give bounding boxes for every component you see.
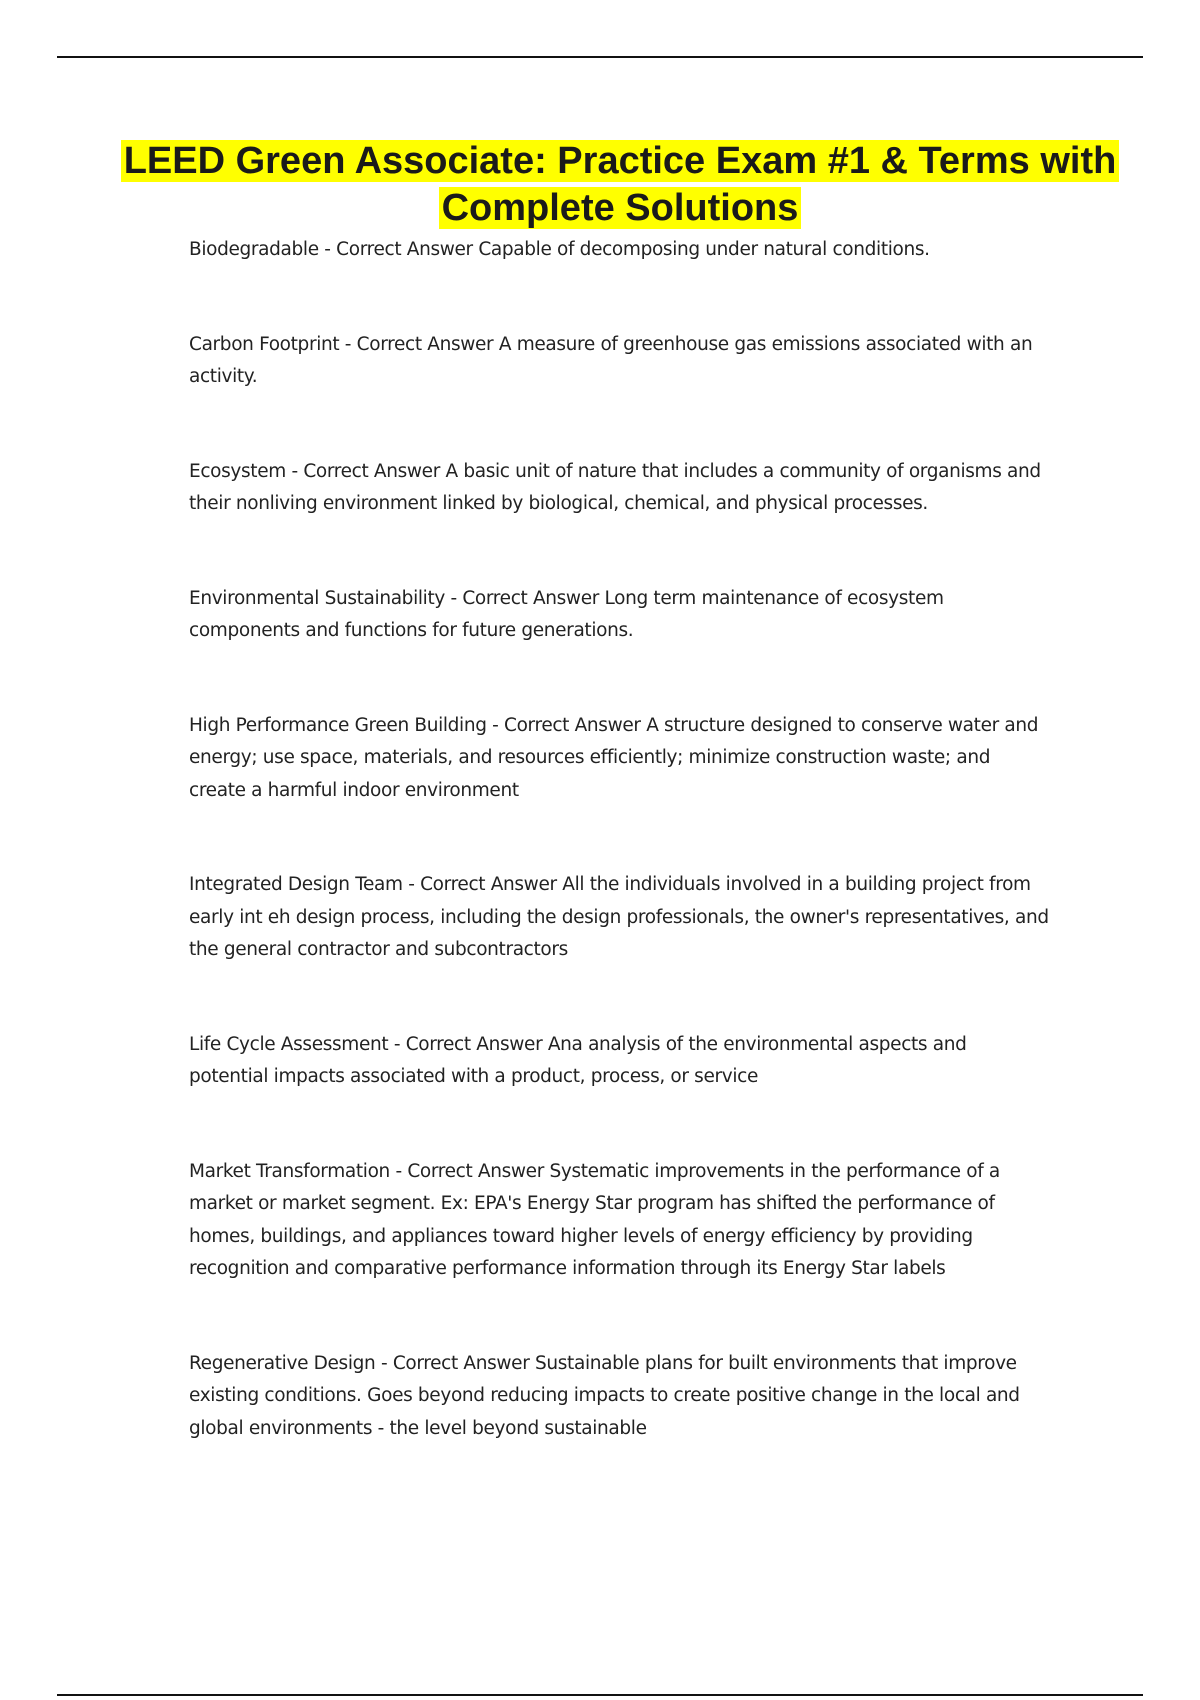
term-name: Biodegradable [189, 239, 319, 260]
answer-marker: Correct Answer [462, 587, 599, 609]
term-entry: Life Cycle Assessment - Correct Answer Ana analysis of the environmental aspects and potential impacts associated with a product, process, or service [189, 1033, 967, 1087]
term-entry: Environmental Sustainability - Correct Answer Long term maintenance of ecosystem components and functions for future generations. [189, 587, 944, 641]
term-entry: Integrated Design Team - Correct Answer All the individuals involved in a building project from early int eh design process, including the design professionals, the owner's representatives, and the general contractor and subcontractors [189, 874, 1049, 960]
answer-marker: Correct Answer [303, 460, 440, 482]
answer-marker: Correct Answer [405, 1033, 543, 1055]
term-name: Environmental Sustainability [189, 587, 445, 609]
answer-marker: Correct Answer [504, 714, 641, 736]
term-definition: Ana analysis of the environmental aspects and potential impacts associated with a product, process, or service [189, 1033, 967, 1087]
term-definition: Long term maintenance of ecosystem components and functions for future generations. [189, 587, 944, 641]
term-definition: Capable of decomposing under natural conditions. [478, 239, 930, 260]
term-entry: Carbon Footprint - Correct Answer A measure of greenhouse gas emissions associated with an activity. [189, 333, 1033, 387]
term-entry: High Performance Green Building - Correct Answer A structure designed to conserve water and energy; use space, materials, and resources efficiently; minimize construction waste; and create a harmful indoor environment [189, 714, 1039, 801]
term-name: Integrated Design Team [189, 874, 403, 895]
answer-marker: Correct Answer [392, 1352, 530, 1374]
term-name: High Performance Green Building [189, 714, 487, 736]
term-definition: Sustainable plans for built environments that improve existing conditions. Goes beyond reducing impacts to create positive change in the local and global environments - the level beyond sustainable [189, 1352, 1020, 1439]
term-definition: All the individuals involved in a building project from early int eh design process, including the design professionals, the owner's representatives, and the general contractor and subcontractors [189, 874, 1049, 960]
term-list [189, 234, 1049, 1507]
term-entry: Ecosystem - Correct Answer A basic unit of nature that includes a community of organisms and their nonliving environment linked by biological, chemical, and physical processes. [189, 460, 1041, 514]
term-entry: Regenerative Design - Correct Answer Sustainable plans for built environments that improve existing conditions. Goes beyond reducing impacts to create positive change in the local and global environments - the level beyond sustainable [189, 1352, 1020, 1439]
term-name: Market Transformation [189, 1160, 390, 1182]
term-name: Ecosystem [189, 460, 286, 482]
document-title [100, 138, 1140, 232]
answer-marker: Correct Answer [407, 1160, 544, 1182]
answer-marker: Correct Answer [356, 333, 494, 355]
answer-marker: Correct Answer [336, 239, 473, 260]
term-definition: Systematic improvements in the performance of a market or market segment. Ex: EPA's Energy Star program has shifted the performance of homes, buildings, and appliances toward higher levels of energy efficiency by providing recognition and comparative performance information through its Energy Star labels [189, 1160, 1000, 1279]
top-divider [57, 56, 1143, 58]
term-definition: A structure designed to conserve water and energy; use space, materials, and resources efficiently; minimize construction waste; and create a harmful indoor environment [189, 714, 1039, 801]
term-name: Regenerative Design [189, 1352, 376, 1374]
term-name: Life Cycle Assessment [189, 1033, 389, 1055]
answer-marker: Correct Answer [420, 874, 557, 895]
term-entry: Market Transformation - Correct Answer Systematic improvements in the performance of a market or market segment. Ex: EPA's Energy Star program has shifted the performance of homes, buildings, and appliances toward higher levels of energy efficiency by providing recognition and comparative performance information through its Energy Star labels [189, 1160, 1000, 1279]
term-definition: A measure of greenhouse gas emissions associated with an activity. [189, 333, 1033, 387]
term-definition: A basic unit of nature that includes a community of organisms and their nonliving environment linked by biological, chemical, and physical processes. [189, 460, 1041, 514]
term-entry: Biodegradable - Correct Answer Capable of decomposing under natural conditions. [189, 239, 930, 260]
bottom-divider [57, 1694, 1143, 1696]
title-highlight: LEED Green Associate: Practice Exam #1 & Terms with Complete Solutions [121, 140, 1120, 229]
term-name: Carbon Footprint [189, 333, 340, 355]
